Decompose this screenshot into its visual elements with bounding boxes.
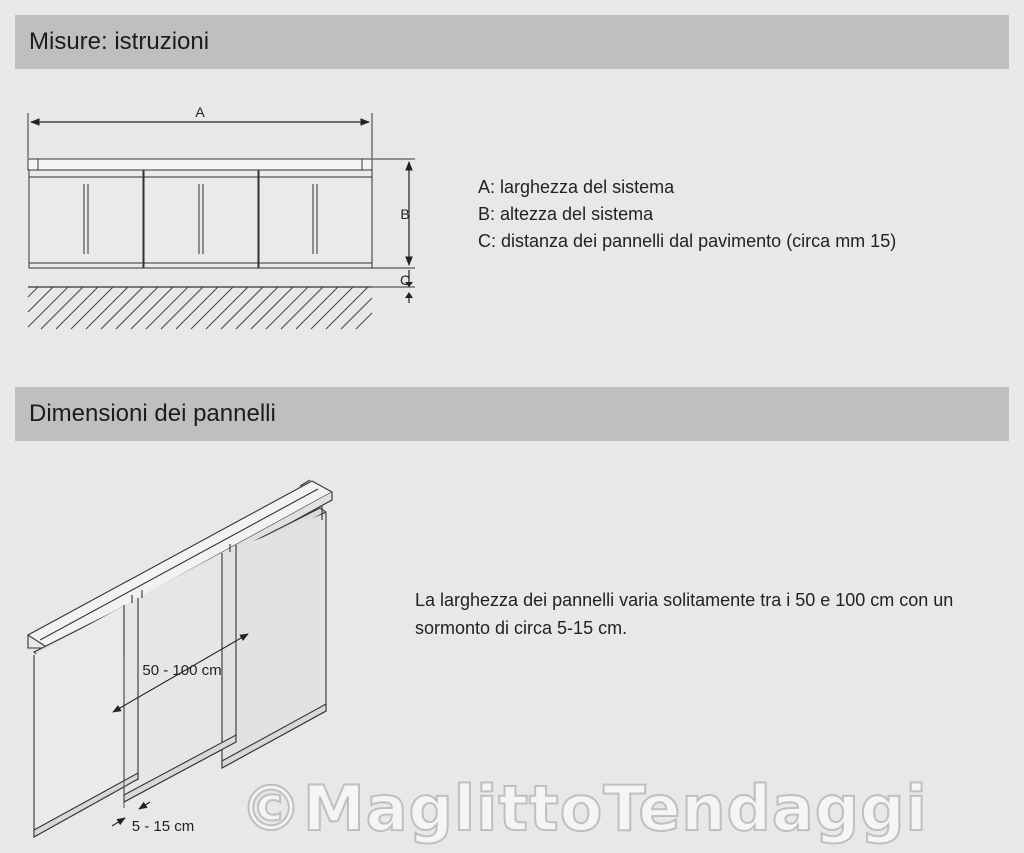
legend-item-a: A: larghezza del sistema	[478, 177, 675, 197]
description-line-2: sormonto di circa 5-15 cm.	[415, 618, 628, 638]
watermark-logo: ©MaglittoTendaggi	[240, 772, 928, 845]
floor-hatch	[28, 287, 372, 329]
dim-a-label: A	[195, 104, 205, 120]
legend-item-c: C: distanza dei pannelli dal pavimento (circa mm 15)	[478, 231, 897, 251]
panel-2	[144, 170, 258, 268]
dim-c-label: C	[399, 272, 411, 288]
panel-3	[259, 170, 372, 268]
dim-overlap-label: 5 - 15 cm	[131, 818, 195, 835]
section-header-dimensioni	[15, 387, 1009, 441]
panel-1	[29, 170, 143, 268]
description-line-1: La larghezza dei pannelli varia solitamente tra i 50 e 100 cm con un	[415, 590, 954, 610]
section-title: Misure: istruzioni	[29, 28, 210, 55]
dim-b-label: B	[400, 206, 410, 222]
panel-description	[415, 586, 1015, 642]
dim-width-label: 50 - 100 cm	[142, 662, 222, 679]
section-title: Dimensioni dei pannelli	[29, 400, 276, 427]
legend-item-b: B: altezza del sistema	[478, 204, 654, 224]
measure-diagram	[28, 104, 415, 329]
top-rail	[28, 159, 372, 170]
dimension-legend	[478, 174, 896, 255]
